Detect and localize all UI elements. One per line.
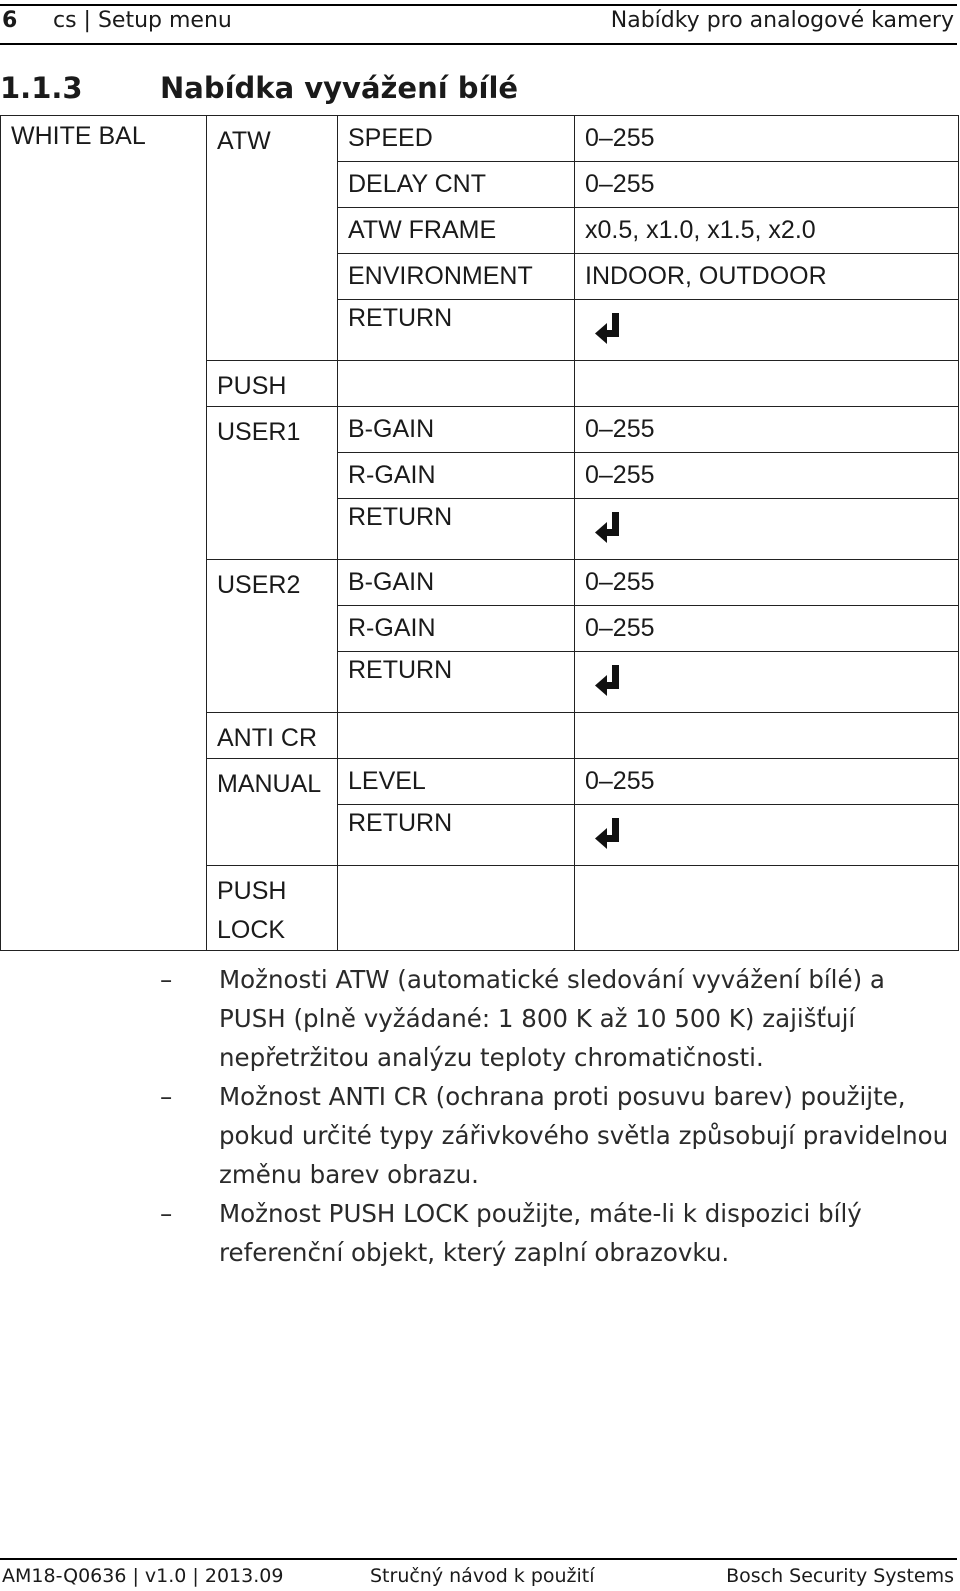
mode-label: USER1 (217, 418, 301, 446)
table-row (1, 116, 959, 162)
value-cell: 0–255 (575, 407, 959, 453)
setting-cell: DELAY CNT (338, 162, 575, 208)
setting-cell: R-GAIN (338, 606, 575, 652)
mode-cell (207, 759, 338, 866)
page-number: 6 (2, 8, 18, 33)
dash-bullet: – (160, 965, 173, 994)
value-cell: 0–255 (575, 606, 959, 652)
mode-label: ANTI CR (217, 724, 317, 752)
publisher: Bosch Security Systems (726, 1565, 954, 1587)
mode-label: USER2 (217, 571, 301, 599)
dash-bullet: – (160, 1082, 173, 1111)
value-cell: INDOOR, OUTDOOR (575, 254, 959, 300)
setting-cell: SPEED (338, 116, 575, 162)
setting-cell: LEVEL (338, 759, 575, 805)
mode-cell (207, 116, 338, 361)
value-cell: 0–255 (575, 453, 959, 499)
value-cell (575, 866, 959, 951)
mode-cell (207, 407, 338, 560)
value-cell (575, 499, 959, 560)
return-enter-icon (593, 816, 623, 854)
value-cell (575, 652, 959, 713)
setting-cell: RETURN (338, 652, 575, 713)
mode-cell (207, 866, 338, 951)
setting-cell: RETURN (338, 805, 575, 866)
setting-cell: R-GAIN (338, 453, 575, 499)
setting-cell: ENVIRONMENT (338, 254, 575, 300)
footer-rule (0, 1558, 957, 1560)
return-enter-icon (593, 663, 623, 701)
value-cell: 0–255 (575, 116, 959, 162)
mode-cell (207, 713, 338, 759)
chapter-label: Nabídky pro analogové kamery (610, 8, 954, 33)
value-cell: 0–255 (575, 560, 959, 606)
setting-cell (338, 713, 575, 759)
list-item (0, 960, 958, 1077)
section-number: 1.1.3 (0, 71, 83, 105)
value-cell: 0–255 (575, 162, 959, 208)
list-item (0, 1194, 958, 1272)
dash-bullet: – (160, 1199, 173, 1228)
main-item-cell: WHITE BAL (1, 116, 207, 951)
doc-id: AM18-Q0636 | v1.0 | 2013.09 (2, 1565, 284, 1587)
mode-cell (207, 361, 338, 407)
note-text: Možnost PUSH LOCK použijte, máte-li k dispozici bílý referenční objekt, který zaplní obrazovku. (219, 1199, 862, 1267)
mode-label: PUSH LOCK (217, 877, 287, 944)
value-cell: 0–255 (575, 759, 959, 805)
doc-title: Stručný návod k použití (370, 1565, 595, 1587)
setting-cell: ATW FRAME (338, 208, 575, 254)
setting-cell (338, 361, 575, 407)
setting-cell: RETURN (338, 499, 575, 560)
value-cell (575, 713, 959, 759)
value-cell (575, 300, 959, 361)
header-rule (0, 43, 957, 45)
mode-label: PUSH (217, 372, 287, 400)
setting-cell: RETURN (338, 300, 575, 361)
setting-cell: B-GAIN (338, 560, 575, 606)
section-label: cs | Setup menu (53, 8, 232, 33)
mode-label: ATW (217, 127, 271, 155)
value-cell (575, 361, 959, 407)
return-enter-icon (593, 311, 623, 349)
note-text: Možnost ANTI CR (ochrana proti posuvu barev) použijte, pokud určité typy zářivkového světla způsobují pravidelnou změnu barev obrazu. (219, 1082, 949, 1189)
mode-cell (207, 560, 338, 713)
list-item (0, 1077, 958, 1194)
section-title: Nabídka vyvážení bílé (160, 71, 519, 105)
setting-cell: B-GAIN (338, 407, 575, 453)
white-balance-menu-table (0, 115, 959, 951)
setting-cell (338, 866, 575, 951)
value-cell: x0.5, x1.0, x1.5, x2.0 (575, 208, 959, 254)
value-cell (575, 805, 959, 866)
mode-label: MANUAL (217, 770, 322, 798)
notes-list (0, 960, 958, 1272)
return-enter-icon (593, 510, 623, 548)
note-text: Možnosti ATW (automatické sledování vyvážení bílé) a PUSH (plně vyžádané: 1 800 K až 10 500 K) zajišťují nepřetržitou analýzu teploty chromatičnosti. (219, 965, 885, 1072)
